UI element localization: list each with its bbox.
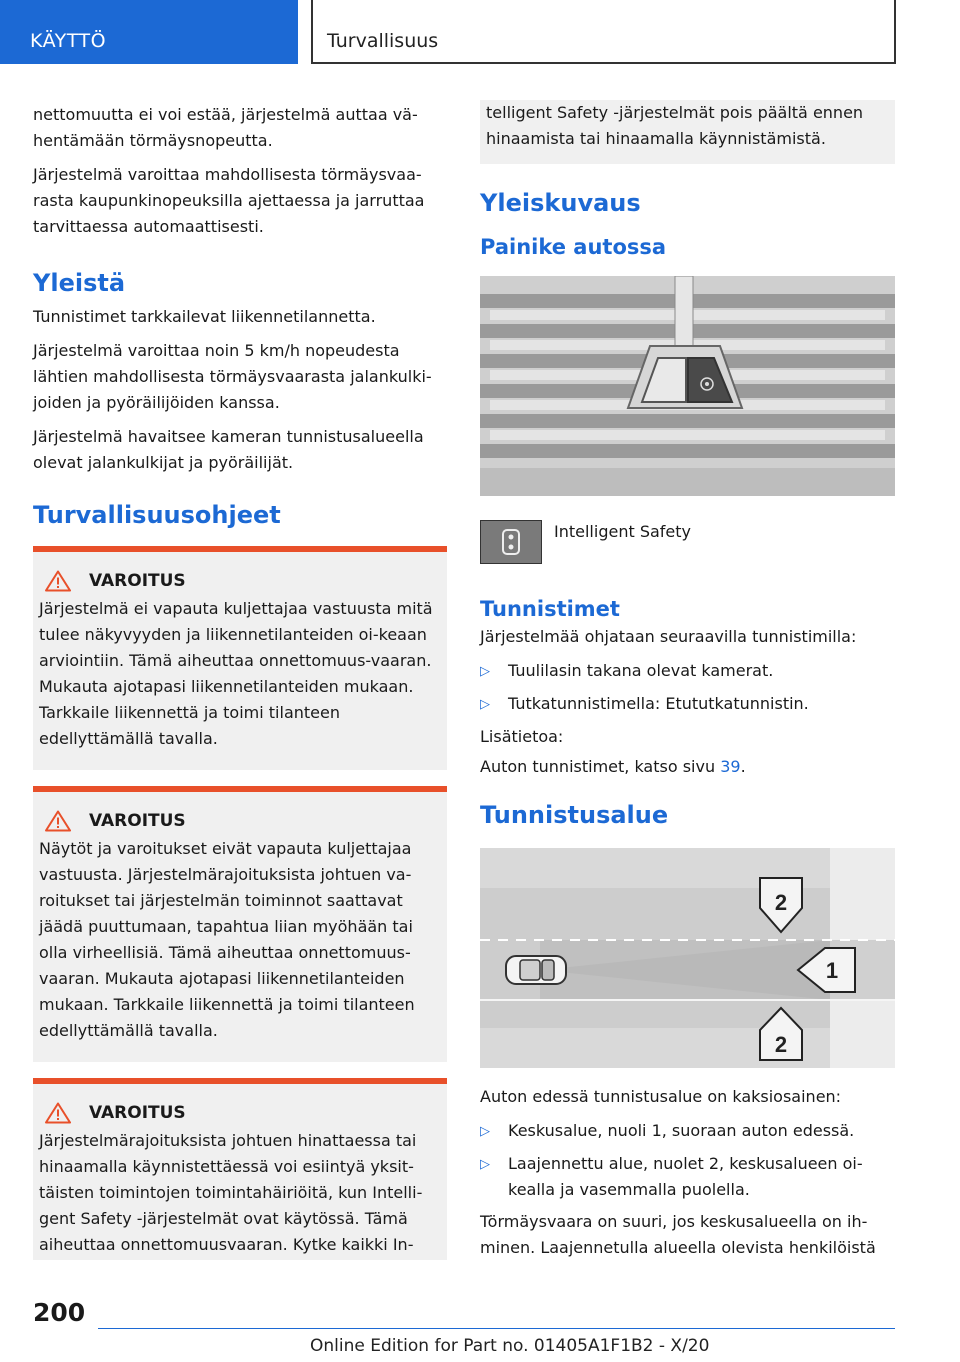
detection-area-diagram	[480, 848, 895, 1072]
button-legend	[480, 520, 895, 564]
button-label: Intelligent Safety	[554, 522, 691, 541]
cross-reference	[480, 754, 895, 780]
heading-safety: Turvallisuusohjeet	[33, 501, 281, 529]
page-link[interactable]: 39	[720, 757, 741, 776]
list-item	[480, 1118, 895, 1145]
chapter-title: Turvallisuus	[327, 30, 439, 52]
warning-box	[33, 1078, 447, 1260]
list-item	[480, 658, 895, 685]
list-item	[480, 691, 895, 718]
paragraph: Järjestelmä varoittaa noin 5 km/h nopeudesta lähtien mahdollisesta törmäysvaarasta jalankulki-joiden ja pyöräilijöiden kanssa.	[33, 341, 432, 412]
heading-detection-area: Tunnistusalue	[480, 801, 669, 829]
warning-text: Järjestelmärajoituksista johtuen hinattaessa tai hinaamalla käynnistettäessä voi esiintyä yksit-täisten toimintojen toimintahäiriöitä, kun Intelli-gent Safety -järjestelmät ovat käytössä. Tämä aiheuttaa onnettomuusvaaran. Kytke kaikki In-	[39, 1131, 423, 1254]
car-grille-button-illustration	[480, 276, 895, 496]
warning-title: VAROITUS	[89, 811, 186, 831]
list-item-text: Tuulilasin takana olevat kamerat.	[508, 661, 774, 680]
warning-box	[33, 786, 447, 1062]
warning-triangle-icon	[45, 570, 71, 592]
right-column	[480, 102, 895, 1269]
reference-text: Auton tunnistimet, katso sivu	[480, 757, 716, 776]
heading-sensors: Tunnistimet	[480, 597, 620, 621]
button-photo	[480, 276, 895, 500]
detection-zone-illustration	[480, 848, 895, 1068]
list-item-text: Keskusalue, nuoli 1, suoraan auton edessä.	[508, 1121, 855, 1140]
list-item	[480, 1151, 895, 1203]
left-column	[33, 102, 447, 1260]
bullet-triangle-icon: ▷	[480, 1124, 490, 1139]
edition-info: Online Edition for Part no. 01405A1F1B2 - X/20	[310, 1336, 710, 1356]
arrow-label: 1	[825, 958, 839, 983]
warning-title: VAROITUS	[89, 571, 186, 591]
intro-paragraph: Järjestelmä varoittaa mahdollisesta törmäysvaa-rasta kaupunkinopeuksilla ajettaessa ja jarruttaa tarvittaessa automaattisesti.	[33, 165, 425, 236]
more-info-label: Lisätietoa:	[480, 727, 564, 746]
warning-title: VAROITUS	[89, 1103, 186, 1123]
section-label: KÄYTTÖ	[30, 30, 107, 52]
footer-rule	[98, 1328, 895, 1329]
heading-button: Painike autossa	[480, 235, 667, 259]
car-icon	[506, 956, 566, 984]
paragraph: Järjestelmä havaitsee kameran tunnistusalueella olevat jalankulkijat ja pyöräilijät.	[33, 427, 424, 472]
list-item-text: Tutkatunnistimella: Etututkatunnistin.	[508, 694, 809, 713]
bullet-triangle-icon: ▷	[480, 664, 490, 679]
page-number: 200	[33, 1298, 86, 1327]
chapter-header	[311, 0, 896, 64]
heading-yleista: Yleistä	[33, 269, 126, 297]
warning-box	[33, 546, 447, 770]
warning-text-continued: telligent Safety -järjestelmät pois päältä ennen hinaamista tai hinaamalla käynnistämistä.	[486, 103, 864, 148]
area-intro: Auton edessä tunnistusalue on kaksiosainen:	[480, 1087, 842, 1106]
intro-paragraph: nettomuutta ei voi estää, järjestelmä auttaa vä-hentämään törmäysnopeutta.	[33, 105, 418, 150]
bullet-triangle-icon: ▷	[480, 697, 490, 712]
paragraph: Tunnistimet tarkkailevat liikennetilannetta.	[33, 307, 376, 326]
sensors-intro: Järjestelmää ohjataan seuraavilla tunnistimilla:	[480, 627, 857, 646]
warning-triangle-icon	[45, 810, 71, 832]
intelligent-safety-button-icon	[480, 520, 542, 564]
bullet-triangle-icon: ▷	[480, 1157, 490, 1172]
warning-triangle-icon	[45, 1102, 71, 1124]
warning-text: Järjestelmä ei vapauta kuljettajaa vastuusta mitä tulee näkyvyyden ja liikennetilanteiden oi-keaan arviointiin. Tämä aiheuttaa onnettomuus-vaaran. Mukauta ajotapasi liikennetilanteiden mukaan. Tarkkaile liikennettä ja toimi tilanteen edellyttämällä tavalla.	[39, 599, 433, 748]
list-item-text: Laajennettu alue, nuolet 2, keskusalueen oi-kealla ja vasemmalla puolella.	[508, 1154, 863, 1199]
reference-end: .	[740, 757, 746, 776]
section-tab	[0, 0, 298, 64]
area-outro: Törmäysvaara on suuri, jos keskusalueella on ih-minen. Laajennetulla alueella olevista henkilöistä	[480, 1212, 876, 1257]
heading-overview: Yleiskuvaus	[480, 189, 641, 217]
warning-continuation	[480, 100, 895, 164]
arrow-label: 2	[774, 1032, 788, 1057]
arrow-label: 2	[774, 890, 788, 915]
warning-text: Näytöt ja varoitukset eivät vapauta kuljettajaa vastuusta. Järjestelmärajoituksista johtuen va-roitukset tai järjestelmän toiminnot saattavat jäädä puuttumaan, tapahtua liian myöhään tai olla virheellisiä. Tämä aiheuttaa onnettomuus-vaaran. Mukauta ajotapasi liikennetilanteiden mukaan. Tarkkaile liikennettä ja toimi tilanteen edellyttämällä tavalla.	[39, 839, 415, 1040]
